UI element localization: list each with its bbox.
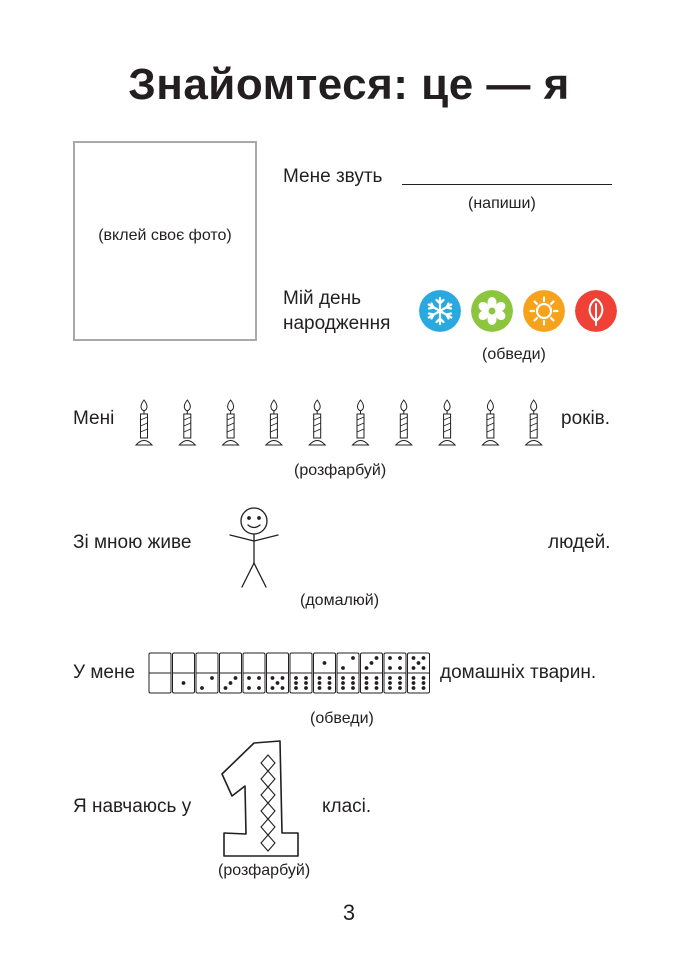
age-suffix: років.	[561, 408, 611, 429]
domino-tile[interactable]	[220, 653, 242, 693]
name-hint: (напиши)	[468, 195, 536, 212]
number-one-outline-icon	[218, 738, 302, 860]
pets-hint: (обведи)	[310, 710, 374, 727]
flower-icon	[471, 290, 513, 332]
name-write-line[interactable]	[402, 184, 612, 185]
stick-figure-icon	[226, 505, 286, 591]
domino-tile[interactable]	[314, 653, 336, 693]
season-winter[interactable]	[419, 290, 461, 332]
domino-tile[interactable]	[361, 653, 383, 693]
sun-icon	[523, 290, 565, 332]
candle[interactable]	[396, 400, 412, 445]
candle[interactable]	[526, 400, 542, 445]
candle[interactable]	[266, 400, 282, 445]
candle[interactable]	[136, 400, 152, 445]
birthday-label-line2: народження	[283, 313, 391, 334]
season-autumn[interactable]	[575, 290, 617, 332]
domino-tile[interactable]	[243, 653, 265, 693]
grade-prefix: Я навчаюсь у	[73, 796, 192, 817]
stick-figure[interactable]	[226, 505, 286, 596]
domino-tile[interactable]	[408, 653, 430, 693]
age-hint: (розфарбуй)	[294, 462, 387, 479]
name-label: Мене звуть	[283, 166, 383, 187]
domino-tile[interactable]	[196, 653, 218, 693]
leaf-icon	[575, 290, 617, 332]
birthday-hint: (обведи)	[482, 346, 546, 363]
grade-number-one[interactable]	[218, 738, 302, 865]
candle[interactable]	[309, 400, 325, 445]
domino-tile[interactable]	[267, 653, 289, 693]
family-prefix: Зі мною живе	[73, 532, 192, 553]
pets-suffix: домашніх тварин.	[440, 662, 597, 683]
snowflake-icon	[419, 290, 461, 332]
domino-tile[interactable]	[384, 653, 406, 693]
candle[interactable]	[353, 400, 369, 445]
page-title: Знайомтеся: це — я	[128, 60, 570, 109]
season-spring[interactable]	[471, 290, 513, 332]
domino-tile[interactable]	[337, 653, 359, 693]
pets-prefix: У мене	[73, 662, 136, 683]
age-prefix: Мені	[73, 408, 115, 429]
grade-suffix: класі.	[322, 796, 372, 817]
candles-drawing[interactable]	[130, 398, 550, 450]
candle[interactable]	[223, 400, 239, 445]
domino-tile[interactable]	[149, 653, 171, 693]
domino-row	[148, 652, 432, 694]
page-number: 3	[342, 900, 356, 925]
family-hint: (домалюй)	[300, 592, 380, 609]
birthday-label-line1: Мій день	[283, 288, 361, 309]
candle[interactable]	[482, 400, 498, 445]
grade-hint: (розфарбуй)	[218, 862, 311, 879]
season-summer[interactable]	[523, 290, 565, 332]
domino-tile[interactable]	[290, 653, 312, 693]
candle[interactable]	[179, 400, 195, 445]
photo-label: (вклей своє фото)	[98, 227, 232, 244]
family-suffix: людей.	[548, 532, 611, 553]
candle[interactable]	[439, 400, 455, 445]
domino-drawing[interactable]	[148, 652, 432, 694]
domino-tile[interactable]	[173, 653, 195, 693]
candles-row	[130, 398, 550, 450]
